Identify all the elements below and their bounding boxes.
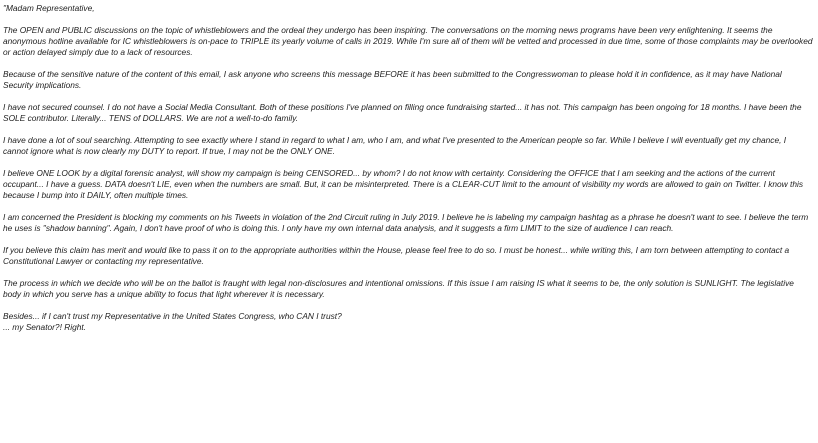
closing-block <box>3 311 813 333</box>
paragraph-ballot-process: The process in which we decide who will be on the ballot is fraught with legal non-disclosures and intentional omissions. If this issue I am raising IS what it seems to be, the only solution is SUNLIGHT. The legislative body in which you serve has a unique ability to focus that light wherever it is necessary. <box>3 278 794 299</box>
paragraph-whistleblower-discussions: The OPEN and PUBLIC discussions on the topic of whistleblowers and the ordeal they undergo has been inspiring. The conversations on the morning news programs have been very enlightening. It seems the anonymous hotline available for IC whistleblowers is on-pace to TRIPLE its yearly volume of calls in 2019. While I'm sure all of them will be vetted and processed in due time, some of those complaints may be overlooked or action delayed simply due to a lack of resources. <box>3 25 813 57</box>
closing-line-senator: ... my Senator?! Right. <box>3 322 87 332</box>
paragraph-no-counsel: I have not secured counsel. I do not have a Social Media Consultant. Both of these positions I've planned on filling once fundraising started... it has not. This campaign has been ongoing for 18 months. I have been the SOLE contributor. Literally... TENS of DOLLARS. We are not a well-to-do family. <box>3 102 802 123</box>
paragraph-soul-searching: I have done a lot of soul searching. Attempting to see exactly where I stand in regard to what I am, who I am, and what I've presented to the American people so far. While I believe I will eventually get my chance, I cannot ignore what is now clearly my DUTY to report. If true, I may not be the ONLY ONE. <box>3 135 787 156</box>
email-letter-body <box>3 3 813 333</box>
closing-line-trust: Besides... if I can't trust my Representative in the United States Congress, who CAN I trust? <box>3 311 342 321</box>
paragraph-campaign-censored: I believe ONE LOOK by a digital forensic analyst, will show my campaign is being CENSORED... by whom? I do not know with certainty. Considering the OFFICE that I am seeking and the actions of the current occupant... I have a guess. DATA doesn't LIE, even when the numbers are small. But, it can be misinterpreted. There is a CLEAR-CUT limit to the amount of visibility my words are allowed to gain on Twitter. I know this because I bump into it DAILY, often multiple times. <box>3 168 804 200</box>
paragraph-president-blocking: I am concerned the President is blocking my comments on his Tweets in violation of the 2nd Circuit ruling in July 2019. I believe he is labeling my campaign hashtag as a phrase he doesn't want to see. I believe the term he uses is "shadow banning". Again, I don't have proof of who is doing this. I only have my own internal data analysis, and it suggests a firm LIMIT to the size of audience I can reach. <box>3 212 809 233</box>
paragraph-confidentiality-request: Because of the sensitive nature of the content of this email, I ask anyone who screens this message BEFORE it has been submitted to the Congresswoman to please hold it in confidence, as it may have National Security implications. <box>3 69 782 90</box>
salutation: "Madam Representative, <box>3 3 95 13</box>
paragraph-pass-to-authorities: If you believe this claim has merit and would like to pass it on to the appropriate authorities within the House, please feel free to do so. I must be honest... while writing this, I am torn between attempting to contact a Constitutional Lawyer or contacting my representative. <box>3 245 790 266</box>
